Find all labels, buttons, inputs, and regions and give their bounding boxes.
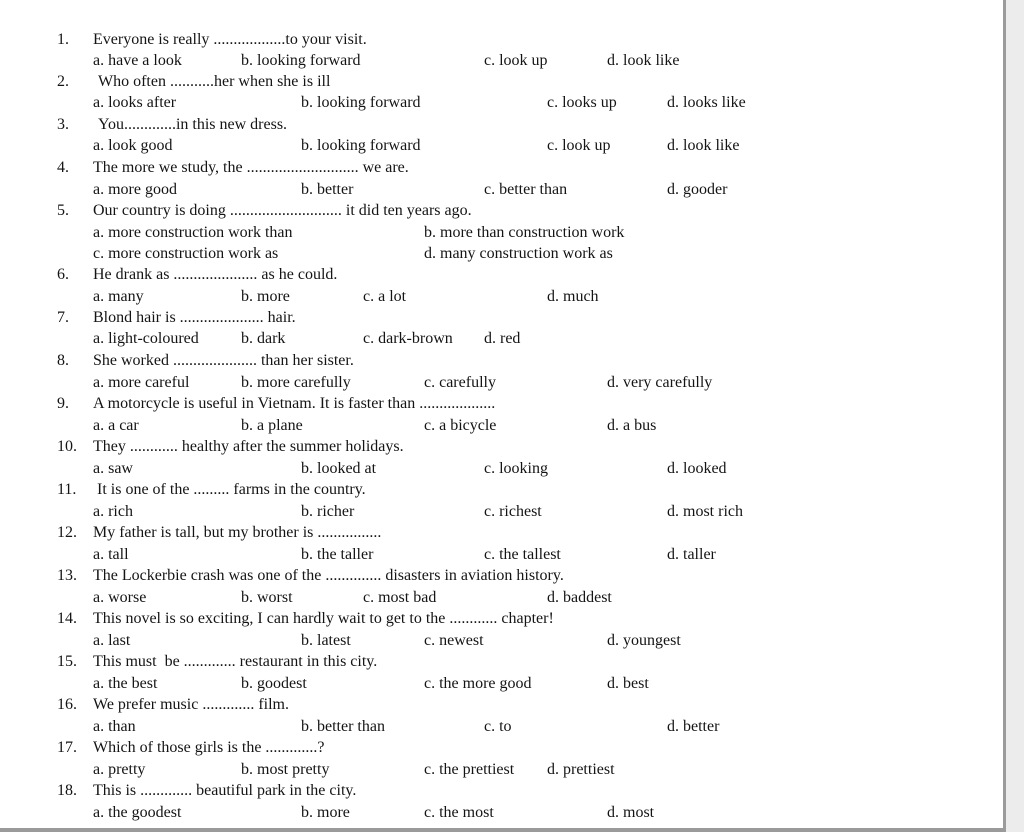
question-number: 13. — [57, 567, 77, 584]
question-stem: This must be ............. restaurant in this city. — [93, 653, 378, 670]
option-c: c. dark-brown — [363, 330, 453, 347]
option-a: a. worse — [93, 589, 147, 606]
option-c: c. the more good — [424, 675, 532, 692]
option-b: b. goodest — [241, 675, 307, 692]
option-b: b. a plane — [241, 417, 303, 434]
option-c: c. better than — [484, 181, 568, 198]
option-d: d. look like — [607, 52, 680, 69]
question-number: 4. — [57, 159, 69, 176]
option-c: c. newest — [424, 632, 484, 649]
option-c: c. look up — [547, 137, 611, 154]
option-b: b. looked at — [301, 460, 377, 477]
option-a: a. rich — [93, 503, 133, 520]
option-d: d. taller — [667, 546, 716, 563]
option-a: a. than — [93, 718, 136, 735]
option-b: b. looking forward — [241, 52, 361, 69]
question-stem: Blond hair is ..................... hair. — [93, 309, 296, 326]
question-stem: They ............ healthy after the summer holidays. — [93, 438, 404, 455]
option-d: d. gooder — [667, 181, 728, 198]
option-d: d. most rich — [667, 503, 743, 520]
question-stem: He drank as ..................... as he could. — [93, 266, 338, 283]
question-stem: You.............in this new dress. — [98, 116, 288, 133]
question-stem: Which of those girls is the .............? — [93, 739, 325, 756]
question-stem: This novel is so exciting, I can hardly wait to get to the ............ chapter! — [93, 610, 554, 627]
question-number: 6. — [57, 266, 69, 283]
option-a: a. many — [93, 288, 144, 305]
option-c: c. looks up — [547, 94, 617, 111]
question-number: 1. — [57, 31, 69, 48]
option-d: d. red — [484, 330, 521, 347]
option-b: b. more — [241, 288, 290, 305]
option-a: a. more construction work than — [93, 224, 293, 241]
option-d: d. a bus — [607, 417, 657, 434]
option-a: a. more careful — [93, 374, 190, 391]
question-number: 12. — [57, 524, 77, 541]
option-b: b. more — [301, 804, 350, 821]
option-a: a. light-coloured — [93, 330, 199, 347]
option-c: c. the tallest — [484, 546, 561, 563]
option-d: d. prettiest — [547, 761, 615, 778]
option-a: a. pretty — [93, 761, 146, 778]
option-c: c. more construction work as — [93, 245, 279, 262]
option-a: a. a car — [93, 417, 139, 434]
option-a: a. looks after — [93, 94, 177, 111]
question-number: 5. — [57, 202, 69, 219]
viewer-background — [1006, 0, 1024, 832]
option-b: b. more carefully — [241, 374, 351, 391]
option-c: c. a lot — [363, 288, 407, 305]
option-c: c. looking — [484, 460, 548, 477]
question-number: 18. — [57, 782, 77, 799]
option-d: d. most — [607, 804, 655, 821]
page-cut-line — [0, 828, 1003, 832]
question-stem: Who often ...........her when she is ill — [98, 73, 331, 90]
option-b: b. worst — [241, 589, 293, 606]
question-number: 3. — [57, 116, 69, 133]
option-a: a. look good — [93, 137, 173, 154]
option-d: d. very carefully — [607, 374, 713, 391]
option-c: c. to — [484, 718, 512, 735]
option-c: c. carefully — [424, 374, 496, 391]
option-a: a. more good — [93, 181, 177, 198]
option-c: c. richest — [484, 503, 542, 520]
option-a: a. the best — [93, 675, 158, 692]
question-number: 8. — [57, 352, 69, 369]
question-number: 15. — [57, 653, 77, 670]
question-stem: Our country is doing ............................ it did ten years ago. — [93, 202, 472, 219]
option-b: b. looking forward — [301, 94, 421, 111]
option-d: d. look like — [667, 137, 740, 154]
option-b: b. richer — [301, 503, 355, 520]
question-number: 7. — [57, 309, 69, 326]
question-stem: We prefer music ............. film. — [93, 696, 289, 713]
option-d: d. baddest — [547, 589, 612, 606]
option-b: b. latest — [301, 632, 351, 649]
option-c: c. most bad — [363, 589, 437, 606]
option-a: a. have a look — [93, 52, 182, 69]
option-b: b. dark — [241, 330, 286, 347]
question-stem: The more we study, the ............................ we are. — [93, 159, 409, 176]
question-stem: The Lockerbie crash was one of the .............. disasters in aviation history. — [93, 567, 564, 584]
option-c: c. look up — [484, 52, 548, 69]
question-stem: Everyone is really ..................to your visit. — [93, 31, 367, 48]
option-c: c. the most — [424, 804, 494, 821]
option-b: b. more than construction work — [424, 224, 625, 241]
question-number: 14. — [57, 610, 77, 627]
question-stem: My father is tall, but my brother is ................ — [93, 524, 382, 541]
option-a: a. tall — [93, 546, 129, 563]
option-c: c. a bicycle — [424, 417, 497, 434]
question-stem: She worked ..................... than her sister. — [93, 352, 354, 369]
option-d: d. looks like — [667, 94, 746, 111]
option-b: b. better — [301, 181, 354, 198]
option-b: b. the taller — [301, 546, 374, 563]
question-number: 2. — [57, 73, 69, 90]
option-a: a. last — [93, 632, 131, 649]
option-b: b. looking forward — [301, 137, 421, 154]
option-b: b. better than — [301, 718, 385, 735]
question-stem: It is one of the ......... farms in the country. — [97, 481, 366, 498]
option-b: b. most pretty — [241, 761, 330, 778]
option-d: d. looked — [667, 460, 727, 477]
option-d: d. many construction work as — [424, 245, 613, 262]
option-d: d. better — [667, 718, 720, 735]
option-d: d. much — [547, 288, 599, 305]
question-stem: This is ............. beautiful park in the city. — [93, 782, 357, 799]
question-number: 11. — [57, 481, 77, 498]
option-a: a. saw — [93, 460, 133, 477]
question-number: 17. — [57, 739, 77, 756]
option-d: d. youngest — [607, 632, 681, 649]
question-number: 16. — [57, 696, 77, 713]
option-d: d. best — [607, 675, 649, 692]
question-stem: A motorcycle is useful in Vietnam. It is faster than ................... — [93, 395, 496, 412]
option-c: c. the prettiest — [424, 761, 515, 778]
option-a: a. the goodest — [93, 804, 182, 821]
question-number: 10. — [57, 438, 77, 455]
question-number: 9. — [57, 395, 69, 412]
